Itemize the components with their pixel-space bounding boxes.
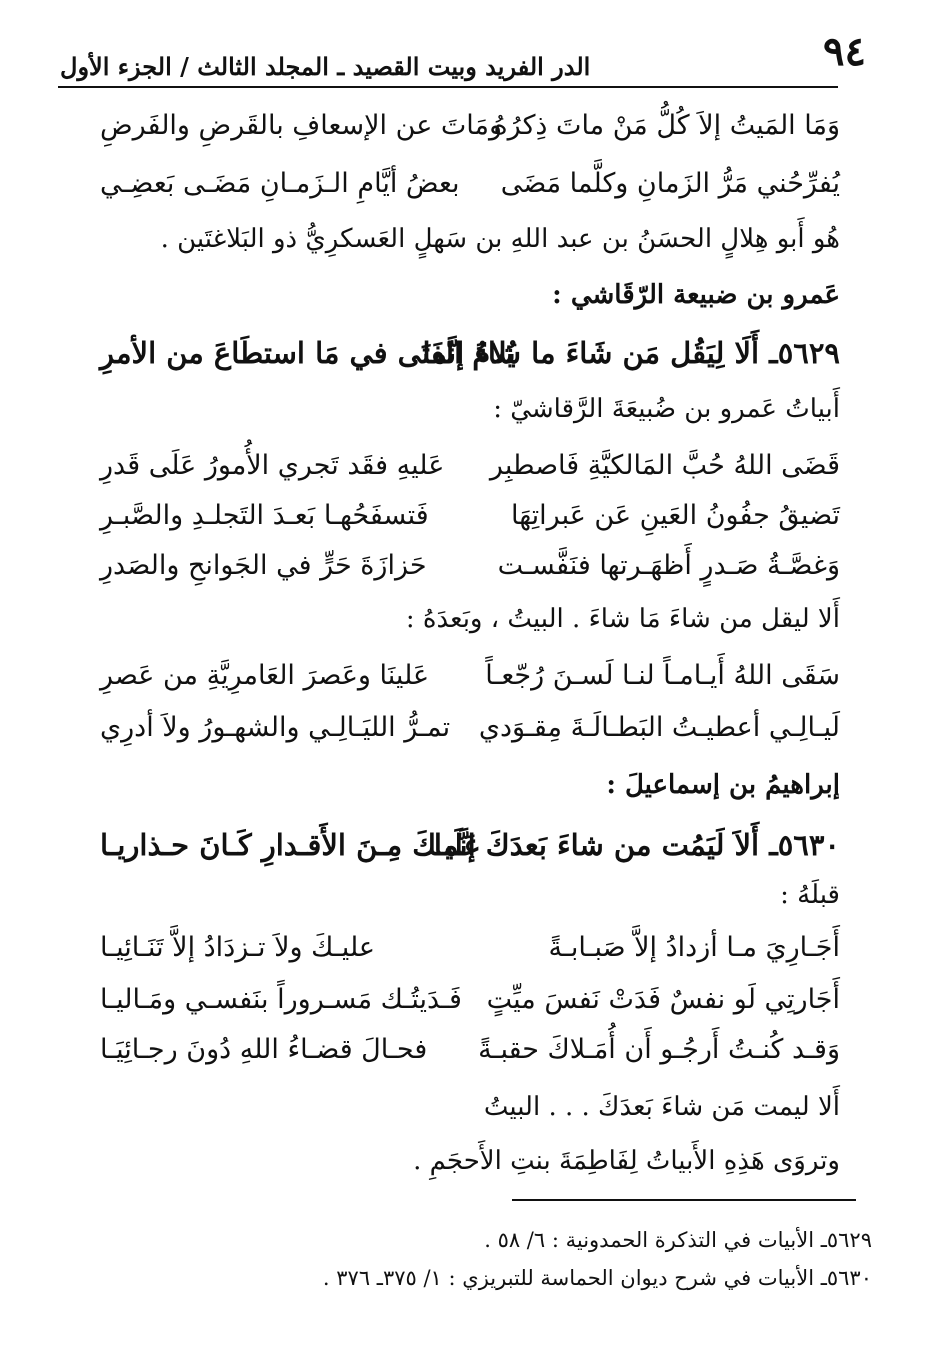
verse-second-hemistich: ومَاتَ عن الإسعافِ بالقَرضِ والفَرضِ (100, 110, 503, 141)
verse-second-hemistich: عَلينَا وعَصرَ العَامرِيَّةِ من عَصرِ (100, 660, 430, 691)
verse-second-hemistich: فَـدَيتُـك مَسـروراً بنَفسـي ومَـاليـا (100, 984, 462, 1015)
verse-line (100, 932, 840, 988)
verse-first-hemistich: يُفرِّحُني مَرُّ الزَمانِ وكلَّما مَضَى (500, 168, 840, 199)
verse-second-hemistich: عَليهِ فقَد تَجري الأُمورُ عَلَى قَدرِ (100, 450, 445, 481)
verse-first-hemistich: تَضيقُ جفُونُ العَينِ عَن عَبراتِهَا (510, 500, 840, 531)
page-number: ٩٤ (823, 28, 866, 75)
footnote: ٥٦٢٩ـ الأبيات في التذكرة الحمدونية : ٦/ ٥٨ . (484, 1228, 872, 1252)
verse-first-hemistich: وَغصَّـةُ صَـدرٍ أَظهَـرتها فنَفَّسـت (497, 550, 840, 581)
verse-first-hemistich: ٥٦٢٩ـ أَلَا لِيَقُل مَن شَاءَ ما شاءَ إنَّما (422, 336, 840, 370)
verse-first-hemistich: أَجَـارِيَ مـا أزدادُ إلاَّ صَبـابـةً (548, 932, 840, 963)
verse-second-hemistich: يُلامُ الفَتَى في مَا استطَاعَ من الأمرِ (100, 336, 516, 370)
verse-second-hemistich: تمـرُّ الليَـالِـي والشهـورُ ولاَ أدرِي (100, 712, 451, 743)
verse-second-hemistich: حَزازَةَ حَرٍّ في الجَوانحِ والصَدرِ (100, 550, 427, 581)
verse-first-hemistich: أَجَارتِي لَو نفسٌ فَدَتْ نَفسَ ميِّتٍ (486, 984, 840, 1015)
verse-second-hemistich: فحـالَ قضـاءُ اللهِ دُونَ رجـائِيَـا (100, 1034, 428, 1065)
footnote: ٥٦٣٠ـ الأبيات في شرح ديوان الحماسة للتبريزي : ١/ ٣٧٥ـ ٣٧٦ . (322, 1266, 872, 1290)
verse-first-hemistich: وَقـد كُنـتُ أَرجُـو أَن أُمَـلاكَ حقبـةً (478, 1034, 840, 1065)
entry-intro: أَبياتُ عَمرو بن ضُبيعَةَ الرَّقاشيّ : (493, 394, 840, 424)
verse-first-hemistich: ٥٦٣٠ـ أَلاَ لَيَمُت من شاءَ بَعدَكَ إنَّما (433, 828, 840, 862)
verse-line (100, 984, 840, 1040)
entry-intro: قبلَهُ : (780, 880, 840, 910)
poet-heading: عَمرو بن ضبيعة الرّقَاشي : (552, 280, 840, 310)
after-verse-note: أَلا ليمت مَن شاءَ بَعدَكَ . . . البيتُ (483, 1092, 840, 1122)
verse-line (100, 168, 840, 224)
verse-line (100, 712, 840, 768)
verse-line (100, 660, 840, 716)
header-rule (58, 86, 838, 88)
attribution-note: وتروَى هَذِهِ الأَبياتُ لِفَاطِمَةَ بنتِ الأَحجَمِ . (413, 1146, 840, 1176)
verse-second-hemistich: عليـكَ ولاَ تـزدَادُ إلاَّ تَنَـائِيـا (100, 932, 375, 963)
entry-5630-verse (100, 828, 840, 884)
verse-second-hemistich: عَلَيـكَ مِـنَ الأَقـدارِ كَـانَ حـذاريـا (100, 828, 481, 862)
verse-line (100, 550, 840, 606)
verse-line (100, 1034, 840, 1090)
entry-5629-verse (100, 336, 840, 392)
poet-heading: إبراهيمُ بن إسماعيلَ : (606, 770, 840, 800)
verse-line (100, 450, 840, 506)
verse-line (100, 500, 840, 556)
verse-second-hemistich: بعضُ أيَّامِ الـزَمـانِ مَضَـى بَعضِـي (100, 168, 460, 199)
footnote-rule (512, 1199, 856, 1201)
verse-second-hemistich: فَتسفَحُهـا بَعـدَ التَجلـدِ والصَّبـرِ (100, 500, 429, 531)
poet-note: هُو أَبو هِلالٍ الحسَنُ بن عبد اللهِ بن سَهلٍ العَسكرِيُّ ذو البَلاغتَين . (160, 224, 840, 254)
running-title: الدر الفريد وبيت القصيد ـ المجلد الثالث / الجزء الأول (60, 52, 591, 81)
verse-first-hemistich: لَيـالِـي أعطيـتُ البَطـالَـةَ مِقـوَدي (478, 712, 840, 743)
verse-first-hemistich: قَضَى اللهُ حُبَّ المَالكيَّةِ فَاصطبِر (489, 450, 840, 481)
verse-first-hemistich: سَقَى اللهُ أَيـامـاً لنـا لَسـنَ رُجّعـاً (485, 660, 840, 691)
after-verse-note: أَلا ليقل من شاءَ مَا شاءَ . البيتُ ، وبَعدَهُ : (405, 604, 840, 634)
verse-line (100, 110, 840, 166)
verse-first-hemistich: وَمَا المَيتُ إلاَ كُلُّ مَنْ ماتَ ذِكرُهُ (493, 110, 840, 141)
